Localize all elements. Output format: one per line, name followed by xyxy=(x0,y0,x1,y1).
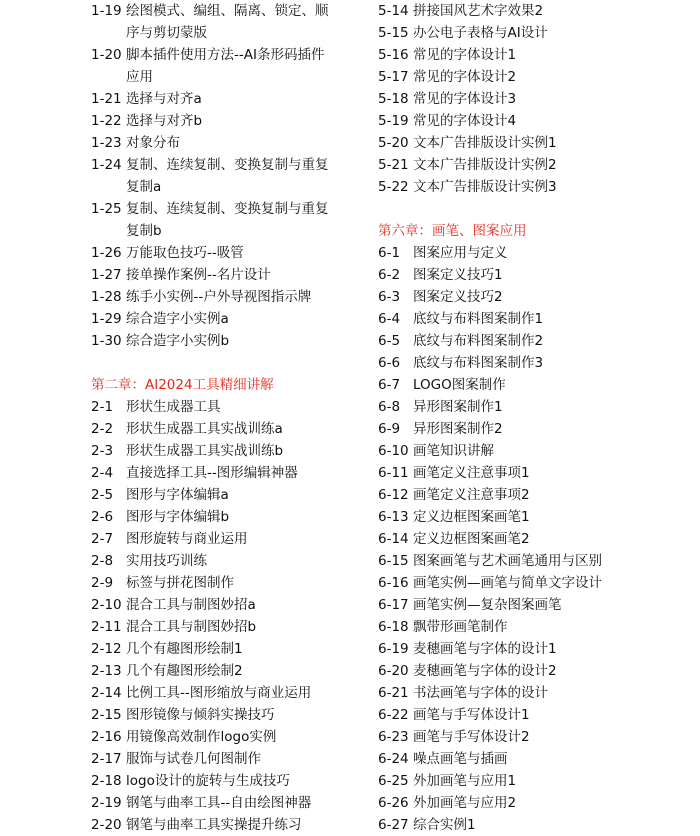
toc-entry-line xyxy=(378,66,688,88)
toc-entry-number: 6-6 xyxy=(378,355,401,371)
toc-entry-number: 6-3 xyxy=(378,289,401,305)
toc-entry-title: 书法画笔与字体的设计 xyxy=(413,685,548,701)
toc-entry-number: 6-11 xyxy=(378,465,409,481)
toc-entry xyxy=(378,242,688,264)
toc-entry-number: 2-17 xyxy=(91,751,122,767)
toc-column-left xyxy=(91,0,351,836)
toc-entry-number: 2-1 xyxy=(91,399,114,415)
toc-entry xyxy=(91,0,351,44)
toc-entry xyxy=(91,528,351,550)
toc-entry xyxy=(91,132,351,154)
toc-entry xyxy=(378,286,688,308)
toc-entry-title: 几个有趣图形绘制1 xyxy=(126,641,243,657)
toc-entry-number: 6-5 xyxy=(378,333,401,349)
toc-entry xyxy=(91,814,351,836)
toc-entry xyxy=(378,682,688,704)
toc-entry-line xyxy=(378,484,688,506)
toc-entry-number: 6-4 xyxy=(378,311,401,327)
toc-entry xyxy=(378,88,688,110)
toc-entry-number: 2-11 xyxy=(91,619,122,635)
toc-entry-line xyxy=(378,132,688,154)
toc-entry xyxy=(378,462,688,484)
toc-entry-line xyxy=(91,814,351,836)
toc-entry-number: 6-21 xyxy=(378,685,409,701)
toc-entry xyxy=(91,484,351,506)
toc-entry xyxy=(378,66,688,88)
toc-column-right xyxy=(378,0,688,836)
toc-entry-line xyxy=(91,616,351,638)
toc-entry-title: 形状生成器工具实战训练b xyxy=(126,443,284,459)
toc-entry-number: 1-29 xyxy=(91,311,122,327)
toc-entry-line xyxy=(378,506,688,528)
toc-list-chapter6 xyxy=(378,242,688,836)
toc-entry-title: 常见的字体设计1 xyxy=(413,47,517,63)
toc-entry-title: 万能取色技巧--吸管 xyxy=(126,245,244,261)
toc-entry xyxy=(91,418,351,440)
toc-entry-number: 2-2 xyxy=(91,421,114,437)
toc-entry xyxy=(378,660,688,682)
toc-entry-title: 对象分布 xyxy=(126,135,180,151)
toc-entry xyxy=(91,286,351,308)
toc-entry-title: 综合实例1 xyxy=(413,817,476,833)
toc-entry xyxy=(91,308,351,330)
toc-entry-number: 6-2 xyxy=(378,267,401,283)
toc-entry xyxy=(378,176,688,198)
toc-entry-line xyxy=(91,396,351,418)
toc-entry xyxy=(378,132,688,154)
toc-entry-number: 2-16 xyxy=(91,729,122,745)
toc-entry-number: 2-7 xyxy=(91,531,114,547)
toc-entry-number: 2-6 xyxy=(91,509,114,525)
toc-entry-number: 6-12 xyxy=(378,487,409,503)
toc-entry-title: 画笔知识讲解 xyxy=(413,443,494,459)
toc-entry-line xyxy=(91,154,351,176)
toc-entry-line xyxy=(378,330,688,352)
toc-entry-line xyxy=(378,528,688,550)
toc-entry-number: 2-3 xyxy=(91,443,114,459)
toc-entry-title: 异形图案制作1 xyxy=(413,399,503,415)
toc-entry-line xyxy=(91,198,351,220)
toc-entry-title: 麦穗画笔与字体的设计2 xyxy=(413,663,557,679)
toc-entry-title: 形状生成器工具实战训练a xyxy=(126,421,283,437)
toc-entry-number: 5-20 xyxy=(378,135,409,151)
toc-entry-title: 综合造字小实例b xyxy=(126,333,230,349)
toc-entry-number: 2-12 xyxy=(91,641,122,657)
toc-entry-number: 5-14 xyxy=(378,3,409,19)
toc-entry xyxy=(378,418,688,440)
toc-entry xyxy=(91,748,351,770)
toc-entry-title: 复制、连续复制、变换复制与重复 xyxy=(126,157,329,173)
toc-entry xyxy=(91,110,351,132)
toc-entry-number: 5-19 xyxy=(378,113,409,129)
toc-entry xyxy=(91,506,351,528)
toc-entry-line xyxy=(378,594,688,616)
toc-entry-title: 底纹与布料图案制作2 xyxy=(413,333,544,349)
toc-entry-line xyxy=(91,594,351,616)
toc-entry-title: 定义边框图案画笔2 xyxy=(413,531,530,547)
toc-entry-number: 1-24 xyxy=(91,157,122,173)
toc-entry-line xyxy=(91,440,351,462)
toc-entry-number: 2-9 xyxy=(91,575,114,591)
toc-entry-title: 标签与拼花图制作 xyxy=(126,575,234,591)
toc-entry-line xyxy=(91,264,351,286)
toc-entry-line xyxy=(378,440,688,462)
toc-entry-line xyxy=(378,572,688,594)
toc-entry-number: 5-21 xyxy=(378,157,409,173)
toc-entry-title: 麦穗画笔与字体的设计1 xyxy=(413,641,557,657)
toc-entry xyxy=(378,22,688,44)
toc-entry-number: 5-16 xyxy=(378,47,409,63)
toc-entry-number: 5-15 xyxy=(378,25,409,41)
toc-entry-line xyxy=(378,704,688,726)
toc-entry-number: 6-25 xyxy=(378,773,409,789)
toc-entry-line xyxy=(378,550,688,572)
toc-entry-continuation xyxy=(91,176,351,198)
toc-entry-title: 序与剪切蒙版 xyxy=(126,25,207,41)
toc-entry-line xyxy=(378,770,688,792)
toc-entry-number: 1-21 xyxy=(91,91,122,107)
toc-entry xyxy=(91,440,351,462)
toc-entry-number: 5-17 xyxy=(378,69,409,85)
toc-entry-line xyxy=(378,726,688,748)
toc-entry-number: 2-19 xyxy=(91,795,122,811)
toc-entry-number: 6-18 xyxy=(378,619,409,635)
toc-entry xyxy=(91,638,351,660)
toc-entry-title: 直接选择工具--图形编辑神器 xyxy=(126,465,298,481)
toc-entry-line xyxy=(378,242,688,264)
toc-entry xyxy=(378,572,688,594)
toc-entry-line xyxy=(91,308,351,330)
toc-entry-line xyxy=(378,396,688,418)
toc-entry-number: 6-8 xyxy=(378,399,401,415)
toc-entry-number: 6-7 xyxy=(378,377,401,393)
toc-entry-line xyxy=(378,814,688,836)
toc-entry-number: 6-13 xyxy=(378,509,409,525)
toc-entry-continuation xyxy=(91,66,351,88)
toc-entry-title: 比例工具--图形缩放与商业运用 xyxy=(126,685,312,701)
toc-entry-number: 1-26 xyxy=(91,245,122,261)
toc-entry-line xyxy=(91,506,351,528)
toc-entry-title: 画笔实例—画笔与简单文字设计 xyxy=(413,575,602,591)
toc-entry-line xyxy=(91,638,351,660)
toc-entry-number: 5-18 xyxy=(378,91,409,107)
toc-entry xyxy=(378,330,688,352)
toc-entry xyxy=(91,396,351,418)
toc-entry xyxy=(378,308,688,330)
toc-entry-line xyxy=(378,22,688,44)
toc-entry-title: 脚本插件使用方法--AI条形码插件 xyxy=(126,47,325,63)
toc-entry-line xyxy=(91,132,351,154)
section-gap xyxy=(378,198,688,220)
toc-entry-number: 6-9 xyxy=(378,421,401,437)
toc-entry-number: 6-22 xyxy=(378,707,409,723)
toc-entry xyxy=(91,792,351,814)
toc-entry xyxy=(378,704,688,726)
toc-entry-title: 复制a xyxy=(126,179,162,195)
toc-list-chapter5-end xyxy=(378,0,688,198)
toc-entry-number: 2-13 xyxy=(91,663,122,679)
toc-entry xyxy=(91,330,351,352)
toc-entry xyxy=(378,748,688,770)
toc-entry-title: 图形旋转与商业运用 xyxy=(126,531,248,547)
toc-entry xyxy=(378,528,688,550)
toc-entry-line xyxy=(378,352,688,374)
toc-entry-title: 文本广告排版设计实例1 xyxy=(413,135,557,151)
toc-entry-number: 6-19 xyxy=(378,641,409,657)
toc-entry-title: 钢笔与曲率工具--自由绘图神器 xyxy=(126,795,312,811)
toc-entry xyxy=(91,462,351,484)
toc-entry-line xyxy=(91,660,351,682)
toc-entry-line xyxy=(378,308,688,330)
toc-entry-title: 底纹与布料图案制作3 xyxy=(413,355,544,371)
toc-entry-line xyxy=(378,682,688,704)
toc-entry-title: 异形图案制作2 xyxy=(413,421,503,437)
toc-entry-title: 实用技巧训练 xyxy=(126,553,207,569)
toc-entry-line xyxy=(91,242,351,264)
toc-entry-line xyxy=(91,418,351,440)
toc-entry xyxy=(378,44,688,66)
toc-entry-number: 2-8 xyxy=(91,553,114,569)
toc-entry-line xyxy=(91,0,351,22)
toc-entry-number: 6-24 xyxy=(378,751,409,767)
toc-entry-line xyxy=(378,792,688,814)
toc-entry-number: 6-26 xyxy=(378,795,409,811)
toc-entry-title: 选择与对齐b xyxy=(126,113,203,129)
toc-entry-line xyxy=(91,572,351,594)
toc-entry xyxy=(378,484,688,506)
toc-entry-number: 1-20 xyxy=(91,47,122,63)
toc-entry-title: 图形镜像与倾斜实操技巧 xyxy=(126,707,275,723)
toc-entry xyxy=(91,198,351,242)
toc-entry-title: 外加画笔与应用2 xyxy=(413,795,517,811)
toc-entry-line xyxy=(378,176,688,198)
toc-entry xyxy=(378,506,688,528)
toc-entry-number: 6-14 xyxy=(378,531,409,547)
toc-entry-number: 5-22 xyxy=(378,179,409,195)
toc-entry-line xyxy=(91,44,351,66)
toc-entry-line xyxy=(91,110,351,132)
toc-entry-number: 6-1 xyxy=(378,245,401,261)
toc-entry-title: 服饰与试卷几何图制作 xyxy=(126,751,261,767)
toc-entry xyxy=(91,682,351,704)
toc-entry-title: 几个有趣图形绘制2 xyxy=(126,663,243,679)
toc-entry-number: 6-20 xyxy=(378,663,409,679)
toc-entry-title: 画笔定义注意事项2 xyxy=(413,487,530,503)
toc-entry-line xyxy=(378,462,688,484)
toc-entry xyxy=(91,88,351,110)
toc-entry xyxy=(91,550,351,572)
toc-entry-number: 2-15 xyxy=(91,707,122,723)
toc-entry-line xyxy=(378,154,688,176)
toc-entry-title: 拼接国风艺术字效果2 xyxy=(413,3,544,19)
toc-entry-line xyxy=(378,660,688,682)
toc-entry xyxy=(91,770,351,792)
toc-entry-title: 图形与字体编辑b xyxy=(126,509,230,525)
toc-entry-title: 用镜像高效制作logo实例 xyxy=(126,729,277,745)
toc-entry xyxy=(91,264,351,286)
toc-entry-title: 图案应用与定义 xyxy=(413,245,508,261)
toc-entry xyxy=(91,154,351,198)
toc-entry xyxy=(91,242,351,264)
toc-entry-number: 2-14 xyxy=(91,685,122,701)
toc-entry-title: 复制、连续复制、变换复制与重复 xyxy=(126,201,329,217)
toc-entry xyxy=(378,440,688,462)
toc-entry xyxy=(378,264,688,286)
toc-entry xyxy=(378,594,688,616)
toc-entry-line xyxy=(378,88,688,110)
toc-entry xyxy=(378,770,688,792)
toc-entry xyxy=(378,352,688,374)
toc-entry-line xyxy=(91,550,351,572)
toc-entry xyxy=(378,110,688,132)
toc-entry xyxy=(378,792,688,814)
toc-entry-title: 钢笔与曲率工具实操提升练习 xyxy=(126,817,302,833)
toc-entry xyxy=(91,44,351,88)
toc-entry-line xyxy=(378,748,688,770)
toc-entry-title: 形状生成器工具 xyxy=(126,399,221,415)
chapter-heading-2: 第二章：AI2024工具精细讲解 xyxy=(91,377,274,393)
toc-entry-line xyxy=(91,792,351,814)
toc-entry-title: 图案定义技巧1 xyxy=(413,267,503,283)
toc-entry-title: 办公电子表格与AI设计 xyxy=(413,25,548,41)
toc-entry-line xyxy=(378,0,688,22)
toc-entry xyxy=(91,616,351,638)
toc-entry-line xyxy=(378,418,688,440)
toc-entry-line xyxy=(91,748,351,770)
toc-entry xyxy=(378,154,688,176)
toc-entry xyxy=(378,814,688,836)
toc-entry-title: LOGO图案制作 xyxy=(413,377,506,393)
toc-entry xyxy=(91,594,351,616)
toc-entry-title: 综合造字小实例a xyxy=(126,311,229,327)
toc-entry-title: 画笔与手写体设计1 xyxy=(413,707,530,723)
toc-entry-number: 6-10 xyxy=(378,443,409,459)
section-gap xyxy=(91,352,351,374)
toc-entry-title: 应用 xyxy=(126,69,153,85)
toc-entry xyxy=(378,616,688,638)
toc-entry-title: 画笔定义注意事项1 xyxy=(413,465,530,481)
toc-entry-line xyxy=(378,616,688,638)
toc-entry xyxy=(378,726,688,748)
toc-entry-line xyxy=(378,374,688,396)
toc-entry-line xyxy=(91,484,351,506)
toc-entry-line xyxy=(91,770,351,792)
toc-entry-line xyxy=(378,638,688,660)
toc-entry-line xyxy=(91,462,351,484)
toc-entry-number: 1-23 xyxy=(91,135,122,151)
toc-entry-line xyxy=(378,264,688,286)
toc-entry-title: 图形与字体编辑a xyxy=(126,487,229,503)
toc-entry-title: 绘图模式、编组、隔离、锁定、顺 xyxy=(126,3,329,19)
toc-entry-line xyxy=(91,682,351,704)
toc-entry-line xyxy=(378,110,688,132)
toc-entry-continuation xyxy=(91,22,351,44)
toc-entry-title: logo设计的旋转与生成技巧 xyxy=(126,773,290,789)
toc-entry-number: 1-19 xyxy=(91,3,122,19)
toc-entry-line xyxy=(91,726,351,748)
toc-entry-title: 混合工具与制图妙招b xyxy=(126,619,257,635)
toc-entry-number: 2-4 xyxy=(91,465,114,481)
toc-entry-title: 选择与对齐a xyxy=(126,91,202,107)
toc-entry-title: 画笔实例—复杂图案画笔 xyxy=(413,597,562,613)
toc-entry-title: 文本广告排版设计实例3 xyxy=(413,179,557,195)
toc-entry-number: 6-16 xyxy=(378,575,409,591)
toc-entry-title: 复制b xyxy=(126,223,162,239)
toc-entry-title: 常见的字体设计2 xyxy=(413,69,517,85)
toc-entry-number: 6-27 xyxy=(378,817,409,833)
toc-entry xyxy=(91,660,351,682)
toc-entry-title: 画笔与手写体设计2 xyxy=(413,729,530,745)
toc-entry-title: 图案画笔与艺术画笔通用与区别 xyxy=(413,553,602,569)
toc-entry xyxy=(91,704,351,726)
toc-entry-number: 2-20 xyxy=(91,817,122,833)
toc-entry-continuation xyxy=(91,220,351,242)
toc-entry xyxy=(378,396,688,418)
toc-entry-line xyxy=(91,330,351,352)
toc-entry-title: 外加画笔与应用1 xyxy=(413,773,517,789)
toc-entry-line xyxy=(378,286,688,308)
toc-entry xyxy=(378,638,688,660)
toc-entry xyxy=(378,374,688,396)
toc-entry-number: 2-10 xyxy=(91,597,122,613)
toc-entry-line xyxy=(91,88,351,110)
toc-entry xyxy=(91,572,351,594)
toc-entry-number: 6-15 xyxy=(378,553,409,569)
toc-entry-line xyxy=(91,286,351,308)
toc-entry-title: 常见的字体设计4 xyxy=(413,113,517,129)
toc-entry-number: 1-28 xyxy=(91,289,122,305)
toc-entry-title: 噪点画笔与插画 xyxy=(413,751,508,767)
toc-entry-number: 1-22 xyxy=(91,113,122,129)
toc-entry xyxy=(91,726,351,748)
toc-entry xyxy=(378,550,688,572)
toc-entry-title: 定义边框图案画笔1 xyxy=(413,509,530,525)
toc-list-chapter2 xyxy=(91,396,351,836)
toc-entry-title: 文本广告排版设计实例2 xyxy=(413,157,557,173)
toc-entry-title: 底纹与布料图案制作1 xyxy=(413,311,544,327)
toc-entry-number: 1-25 xyxy=(91,201,122,217)
toc-entry-number: 1-27 xyxy=(91,267,122,283)
toc-list-chapter1-end xyxy=(91,0,351,352)
toc-entry-title: 常见的字体设计3 xyxy=(413,91,517,107)
toc-entry-title: 飘带形画笔制作 xyxy=(413,619,508,635)
toc-entry-line xyxy=(91,528,351,550)
toc-entry-title: 接单操作案例--名片设计 xyxy=(126,267,271,283)
toc-entry-title: 混合工具与制图妙招a xyxy=(126,597,256,613)
toc-entry-title: 图案定义技巧2 xyxy=(413,289,503,305)
toc-entry xyxy=(378,0,688,22)
toc-entry-number: 6-23 xyxy=(378,729,409,745)
toc-entry-number: 6-17 xyxy=(378,597,409,613)
chapter-heading-6: 第六章：画笔、图案应用 xyxy=(378,223,527,239)
toc-entry-number: 2-18 xyxy=(91,773,122,789)
toc-entry-line xyxy=(378,44,688,66)
toc-entry-line xyxy=(91,704,351,726)
toc-entry-title: 练手小实例--户外导视图指示牌 xyxy=(126,289,312,305)
toc-entry-number: 2-5 xyxy=(91,487,114,503)
toc-entry-number: 1-30 xyxy=(91,333,122,349)
